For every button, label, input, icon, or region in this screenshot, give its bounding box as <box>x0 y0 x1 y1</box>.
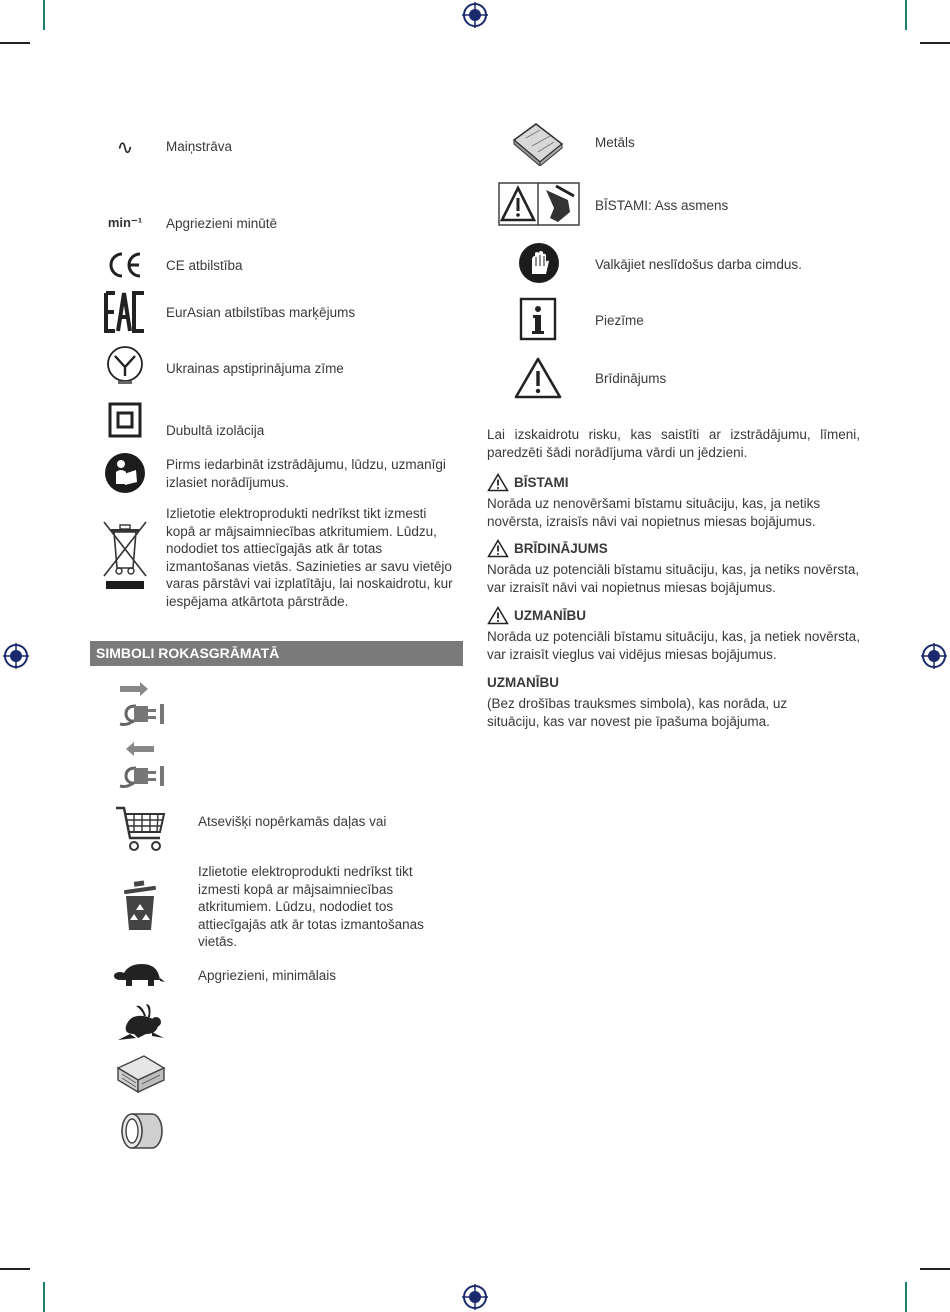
eac-mark-icon <box>104 291 146 333</box>
crop-mark <box>905 1282 907 1312</box>
crop-mark <box>905 0 907 30</box>
warning-triangle-icon <box>487 539 509 558</box>
symbol-text: Brīdinājums <box>595 371 667 386</box>
signal-title: BRĪDINĀJUMS <box>514 540 608 556</box>
wood-block-icon <box>114 1052 168 1094</box>
signal-title: BĪSTAMI <box>514 474 569 490</box>
registration-mark-icon <box>3 643 29 669</box>
crop-mark <box>920 42 950 44</box>
symbol-text: Dubultā izolācija <box>166 423 265 438</box>
warning-triangle-icon <box>514 356 562 400</box>
registration-mark-icon <box>921 643 947 669</box>
plug-in-icon <box>114 680 166 730</box>
symbol-text: Atsevišķi nopērkamās daļas vai <box>198 814 387 829</box>
crop-mark <box>43 0 45 30</box>
symbol-text: Metāls <box>595 135 635 150</box>
symbol-text: EurAsian atbilstības marķējums <box>166 305 356 320</box>
min-rpm-label: min⁻¹ <box>107 215 143 230</box>
ce-mark-icon <box>106 250 144 280</box>
crop-mark <box>43 1282 45 1312</box>
symbol-text: Pirms iedarbināt izstrādājumu, lūdzu, uzmanīgi izlasiet norādījumus. <box>166 457 446 490</box>
signal-heading <box>487 539 608 558</box>
weee-bin-icon <box>100 520 150 592</box>
crop-mark <box>920 1268 950 1270</box>
symbol-text: CE atbilstība <box>166 258 243 273</box>
symbol-text: Izlietotie elektroprodukti nedrīkst tikt izmesti kopā ar mājsaimniecības atkritumiem. Lūdzu, nododiet tos attiecīgajās atk ār totas izmantošanas vietās. <box>198 864 424 949</box>
symbol-text: Apgriezieni minūtē <box>166 216 278 231</box>
symbol-text: Izlietotie elektroprodukti nedrīkst tikt izmesti kopā ar mājsaimniecības atkritumiem. Lūdzu, nododiet tos attiecīgajās atk ār totas izmantošanas vietās. Sazinieties ar savu vietējo varas pārstāvi vai izplatītāju, lai noskaidrotu, kur iespējama atkārtota pārstrāde. <box>166 506 453 609</box>
ukraine-mark-icon <box>106 345 144 387</box>
symbol-text: BĪSTAMI: Ass asmens <box>595 198 729 213</box>
gloves-icon <box>518 242 560 284</box>
symbol-text: Valkājiet neslīdošus darba cimdus. <box>595 257 802 272</box>
crop-mark <box>0 1268 30 1270</box>
metal-sheet-icon <box>510 120 566 166</box>
warning-triangle-icon <box>487 473 509 492</box>
rabbit-icon <box>116 1002 166 1042</box>
registration-mark-icon <box>462 1284 488 1310</box>
signal-text: Norāda uz potenciāli bīstamu situāciju, kas, ja netiek novērsta, var izraisīt vieglus vai vidējus miesas bojājumus. <box>487 629 860 662</box>
read-manual-icon <box>104 452 146 494</box>
unplug-icon <box>114 740 166 792</box>
double-insulation-icon <box>108 402 142 438</box>
intro-paragraph: Lai izskaidrotu risku, kas saistīti ar izstrādājumu, līmeni, paredzēti šādi norādījuma vārdi un jēdzieni. <box>487 427 860 460</box>
symbol-text: Ukrainas apstiprinājuma zīme <box>166 361 344 376</box>
section-title: SIMBOLI ROKASGRĀMATĀ <box>90 641 463 666</box>
pipe-icon <box>116 1108 164 1154</box>
recycle-bin-icon <box>120 878 160 932</box>
crop-mark <box>0 42 30 44</box>
symbol-text: Piezīme <box>595 313 644 328</box>
warning-triangle-icon <box>487 606 509 625</box>
sharp-blade-warning-icon <box>498 182 580 226</box>
registration-mark-icon <box>462 2 488 28</box>
signal-title: UZMANĪBU <box>487 675 559 690</box>
signal-text: (Bez drošības trauksmes simbola), kas norāda, uz situāciju, kas var novest pie īpašuma bojājuma. <box>487 696 788 729</box>
signal-text: Norāda uz nenovēršami bīstamu situāciju, kas, ja netiks novērsta, izraisīs nāvi vai nopietnus miesas bojājumus. <box>487 496 821 529</box>
ac-current-icon: ∿ <box>116 136 134 159</box>
shopping-cart-icon <box>114 804 168 854</box>
turtle-icon <box>114 960 166 990</box>
info-icon <box>519 297 557 341</box>
signal-heading <box>487 473 569 492</box>
signal-text: Norāda uz potenciāli bīstamu situāciju, kas, ja netiks novērsta, var izraisīt nāvi vai nopietnus miesas bojājumus. <box>487 562 860 595</box>
symbol-text: Apgriezieni, minimālais <box>198 968 337 983</box>
signal-heading <box>487 606 586 625</box>
signal-title: UZMANĪBU <box>514 607 586 623</box>
symbol-text: Maiņstrāva <box>166 139 233 154</box>
